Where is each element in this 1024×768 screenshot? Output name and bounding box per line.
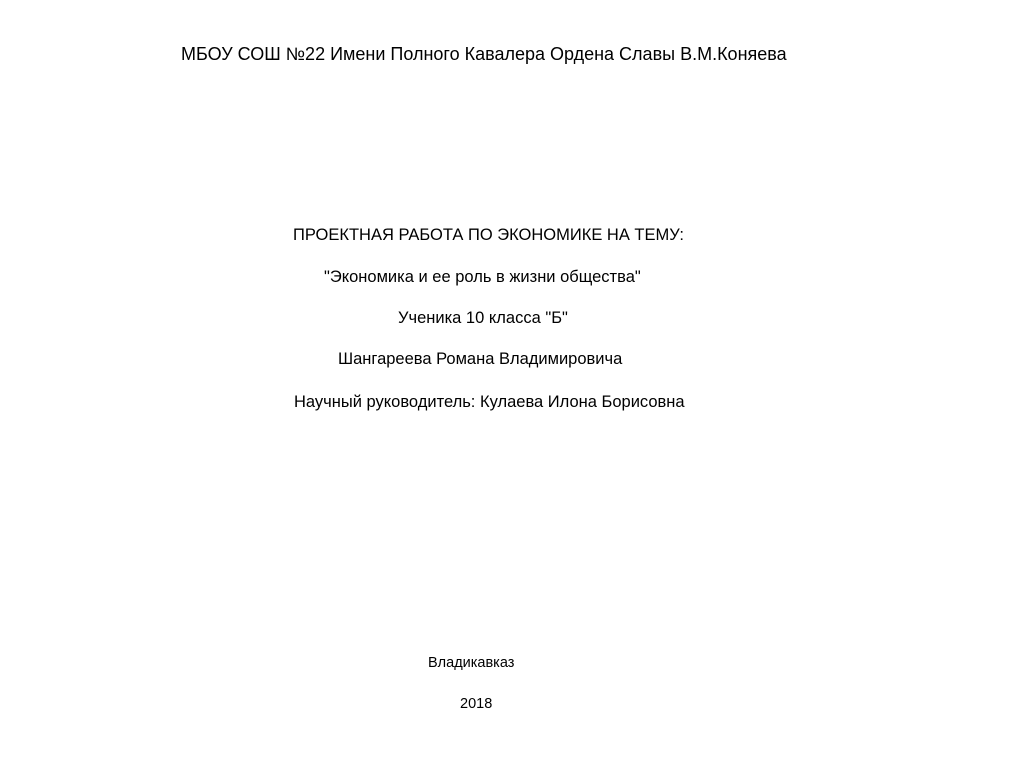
supervisor: Научный руководитель: Кулаева Илона Борисовна [294,393,685,411]
city: Владикавказ [428,655,515,671]
project-heading: ПРОЕКТНАЯ РАБОТА ПО ЭКОНОМИКЕ НА ТЕМУ: [293,226,684,244]
student-name: Шангареева Романа Владимировича [338,350,623,368]
student-class: Ученика 10 класса "Б" [398,309,568,327]
project-topic: "Экономика и ее роль в жизни общества" [324,268,641,286]
school-name: МБОУ СОШ №22 Имени Полного Кавалера Ордена Славы В.М.Коняева [181,44,787,64]
year: 2018 [460,696,493,712]
